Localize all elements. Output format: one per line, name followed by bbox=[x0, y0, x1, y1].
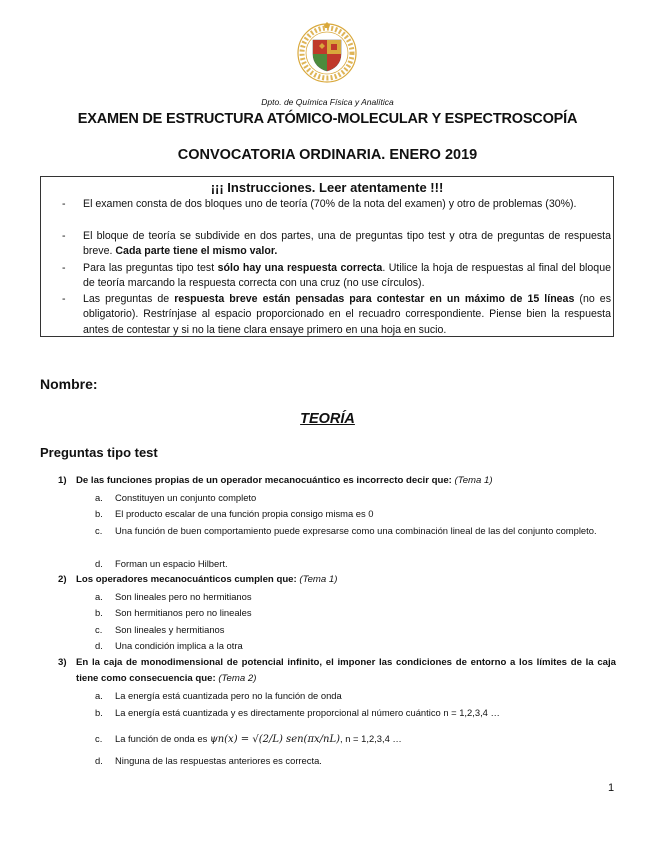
option-text: Constituyen un conjunto completo bbox=[115, 492, 257, 503]
wavefunction-formula: ψn(x) = √(2/L) sen(πx/nL) bbox=[209, 734, 341, 745]
instruction-item: - Para las preguntas tipo test sólo hay una respuesta correcta. Utilice la hoja de respuestas al final del bloque de teoría marcando la respuesta correcta con una cruz (no use círculos). bbox=[62, 262, 611, 290]
question-text: En la caja de monodimensional de potencial infinito, el imponer las condiciones de entorno a los límites de la caja tiene como consecuencia que: bbox=[76, 657, 616, 684]
question-3 bbox=[58, 655, 616, 687]
instruction-text: Para las preguntas tipo test bbox=[83, 262, 215, 274]
section-title: TEORÍA bbox=[300, 411, 355, 427]
instructions-title: ¡¡¡ Instrucciones. Leer atentamente !!! bbox=[210, 180, 444, 195]
option-letter: b. bbox=[95, 508, 103, 519]
option bbox=[95, 589, 615, 606]
option bbox=[95, 688, 615, 705]
department-label: Dpto. de Química Física y Analítica bbox=[261, 97, 394, 107]
option-text: Ninguna de las respuestas anteriores es correcta. bbox=[115, 755, 322, 766]
option-text: Son lineales y hermitianos bbox=[115, 624, 225, 635]
question-text: Los operadores mecanocuánticos cumplen que: bbox=[76, 574, 297, 585]
option-letter: b. bbox=[95, 607, 103, 618]
question-tema: (Tema 1) bbox=[299, 574, 338, 585]
option-letter: a. bbox=[95, 690, 103, 701]
question-number: 1) bbox=[58, 475, 67, 486]
option-letter: a. bbox=[95, 492, 103, 503]
subsection-title: Preguntas tipo test bbox=[40, 445, 158, 460]
option bbox=[95, 638, 615, 655]
instruction-bold: sólo hay una respuesta correcta bbox=[217, 262, 383, 274]
option-letter: d. bbox=[95, 640, 103, 651]
option-text: La energía está cuantizada y es directamente proporcional al número cuántico n = 1,2,3,4 … bbox=[115, 707, 500, 718]
option-text: Son lineales pero no hermitianos bbox=[115, 591, 252, 602]
option-text: El producto escalar de una función propia consigo misma es 0 bbox=[115, 508, 374, 519]
question-number: 3) bbox=[58, 657, 67, 668]
option bbox=[95, 605, 615, 622]
option-letter: d. bbox=[95, 755, 103, 766]
option bbox=[95, 622, 615, 639]
question-tema: (Tema 1) bbox=[454, 475, 493, 486]
question-1 bbox=[58, 473, 616, 489]
option-text: Una condición implica a la otra bbox=[115, 640, 243, 651]
option bbox=[95, 490, 615, 507]
option-letter: c. bbox=[95, 624, 103, 635]
instruction-text: . Utilice la hoja de respuestas al final del bloque de teoría marcando la respuesta correcta con una cruz (no use círculos). bbox=[83, 262, 611, 290]
instruction-item: - Las preguntas de respuesta breve están pensadas para contestar en un máximo de 15 líneas (no es obligatorio). Restrínjase al espacio proporcionado en el recuadro correspondiente. Piense bien la respuesta antes de contestar y si no la tiene clara ensaye primero en una hoja en sucio. bbox=[62, 293, 611, 336]
question-2 bbox=[58, 572, 616, 588]
option-letter: a. bbox=[95, 591, 103, 602]
instructions-box bbox=[40, 176, 614, 337]
option bbox=[95, 705, 615, 722]
option-letter: c. bbox=[95, 525, 103, 536]
option-text: La energía está cuantizada pero no la función de onda bbox=[115, 690, 342, 701]
instruction-bold: respuesta breve están pensadas para contestar en un máximo de 15 líneas bbox=[174, 293, 575, 305]
instruction-text: El bloque de teoría se subdivide en dos partes, una de preguntas tipo test y otra de preguntas de respuesta breve. bbox=[83, 230, 611, 258]
exam-title: EXAMEN DE ESTRUCTURA ATÓMICO-MOLECULAR Y ESPECTROSCOPÍA bbox=[77, 111, 578, 127]
option bbox=[95, 523, 615, 540]
name-label: Nombre: bbox=[40, 376, 98, 392]
option-letter: c. bbox=[95, 733, 103, 744]
question-tema: (Tema 2) bbox=[218, 673, 257, 684]
option bbox=[95, 753, 615, 770]
page-number: 1 bbox=[608, 782, 615, 794]
option-text: , n = 1,2,3,4 … bbox=[340, 733, 402, 744]
option-text: Forman un espacio Hilbert. bbox=[115, 558, 228, 569]
university-seal-logo bbox=[297, 20, 357, 86]
option-text: La función de onda es bbox=[115, 733, 208, 744]
exam-subtitle: CONVOCATORIA ORDINARIA. ENERO 2019 bbox=[177, 147, 478, 163]
option-text: Son hermitianos pero no lineales bbox=[115, 607, 252, 618]
option bbox=[95, 731, 615, 749]
instruction-text: El examen consta de dos bloques uno de teoría (70% de la nota del examen) y otro de problemas (30%). bbox=[83, 198, 577, 210]
instruction-item: - El bloque de teoría se subdivide en dos partes, una de preguntas tipo test y otra de preguntas de respuesta breve. Cada parte tiene el mismo valor. bbox=[62, 230, 611, 258]
option-letter: d. bbox=[95, 558, 103, 569]
instruction-bold: Cada parte tiene el mismo valor. bbox=[115, 245, 278, 258]
instruction-text: Las preguntas de bbox=[83, 293, 170, 305]
option-letter: b. bbox=[95, 707, 103, 718]
option bbox=[95, 556, 615, 573]
option bbox=[95, 506, 615, 523]
instruction-text: (no es obligatorio). Restrínjase al espacio proporcionado en el recuadro correspondiente. Piense bien la respuesta antes de contestar y si no la tiene clara ensaye primero en una hoja en sucio. bbox=[83, 293, 611, 336]
option-text: Una función de buen comportamiento puede expresarse como una combinación lineal de las del conjunto completo. bbox=[115, 525, 597, 536]
question-number: 2) bbox=[58, 574, 67, 585]
question-text: De las funciones propias de un operador mecanocuántico es incorrecto decir que: bbox=[76, 475, 452, 486]
instruction-item: - El examen consta de dos bloques uno de teoría (70% de la nota del examen) y otro de problemas (30%). bbox=[62, 198, 577, 210]
